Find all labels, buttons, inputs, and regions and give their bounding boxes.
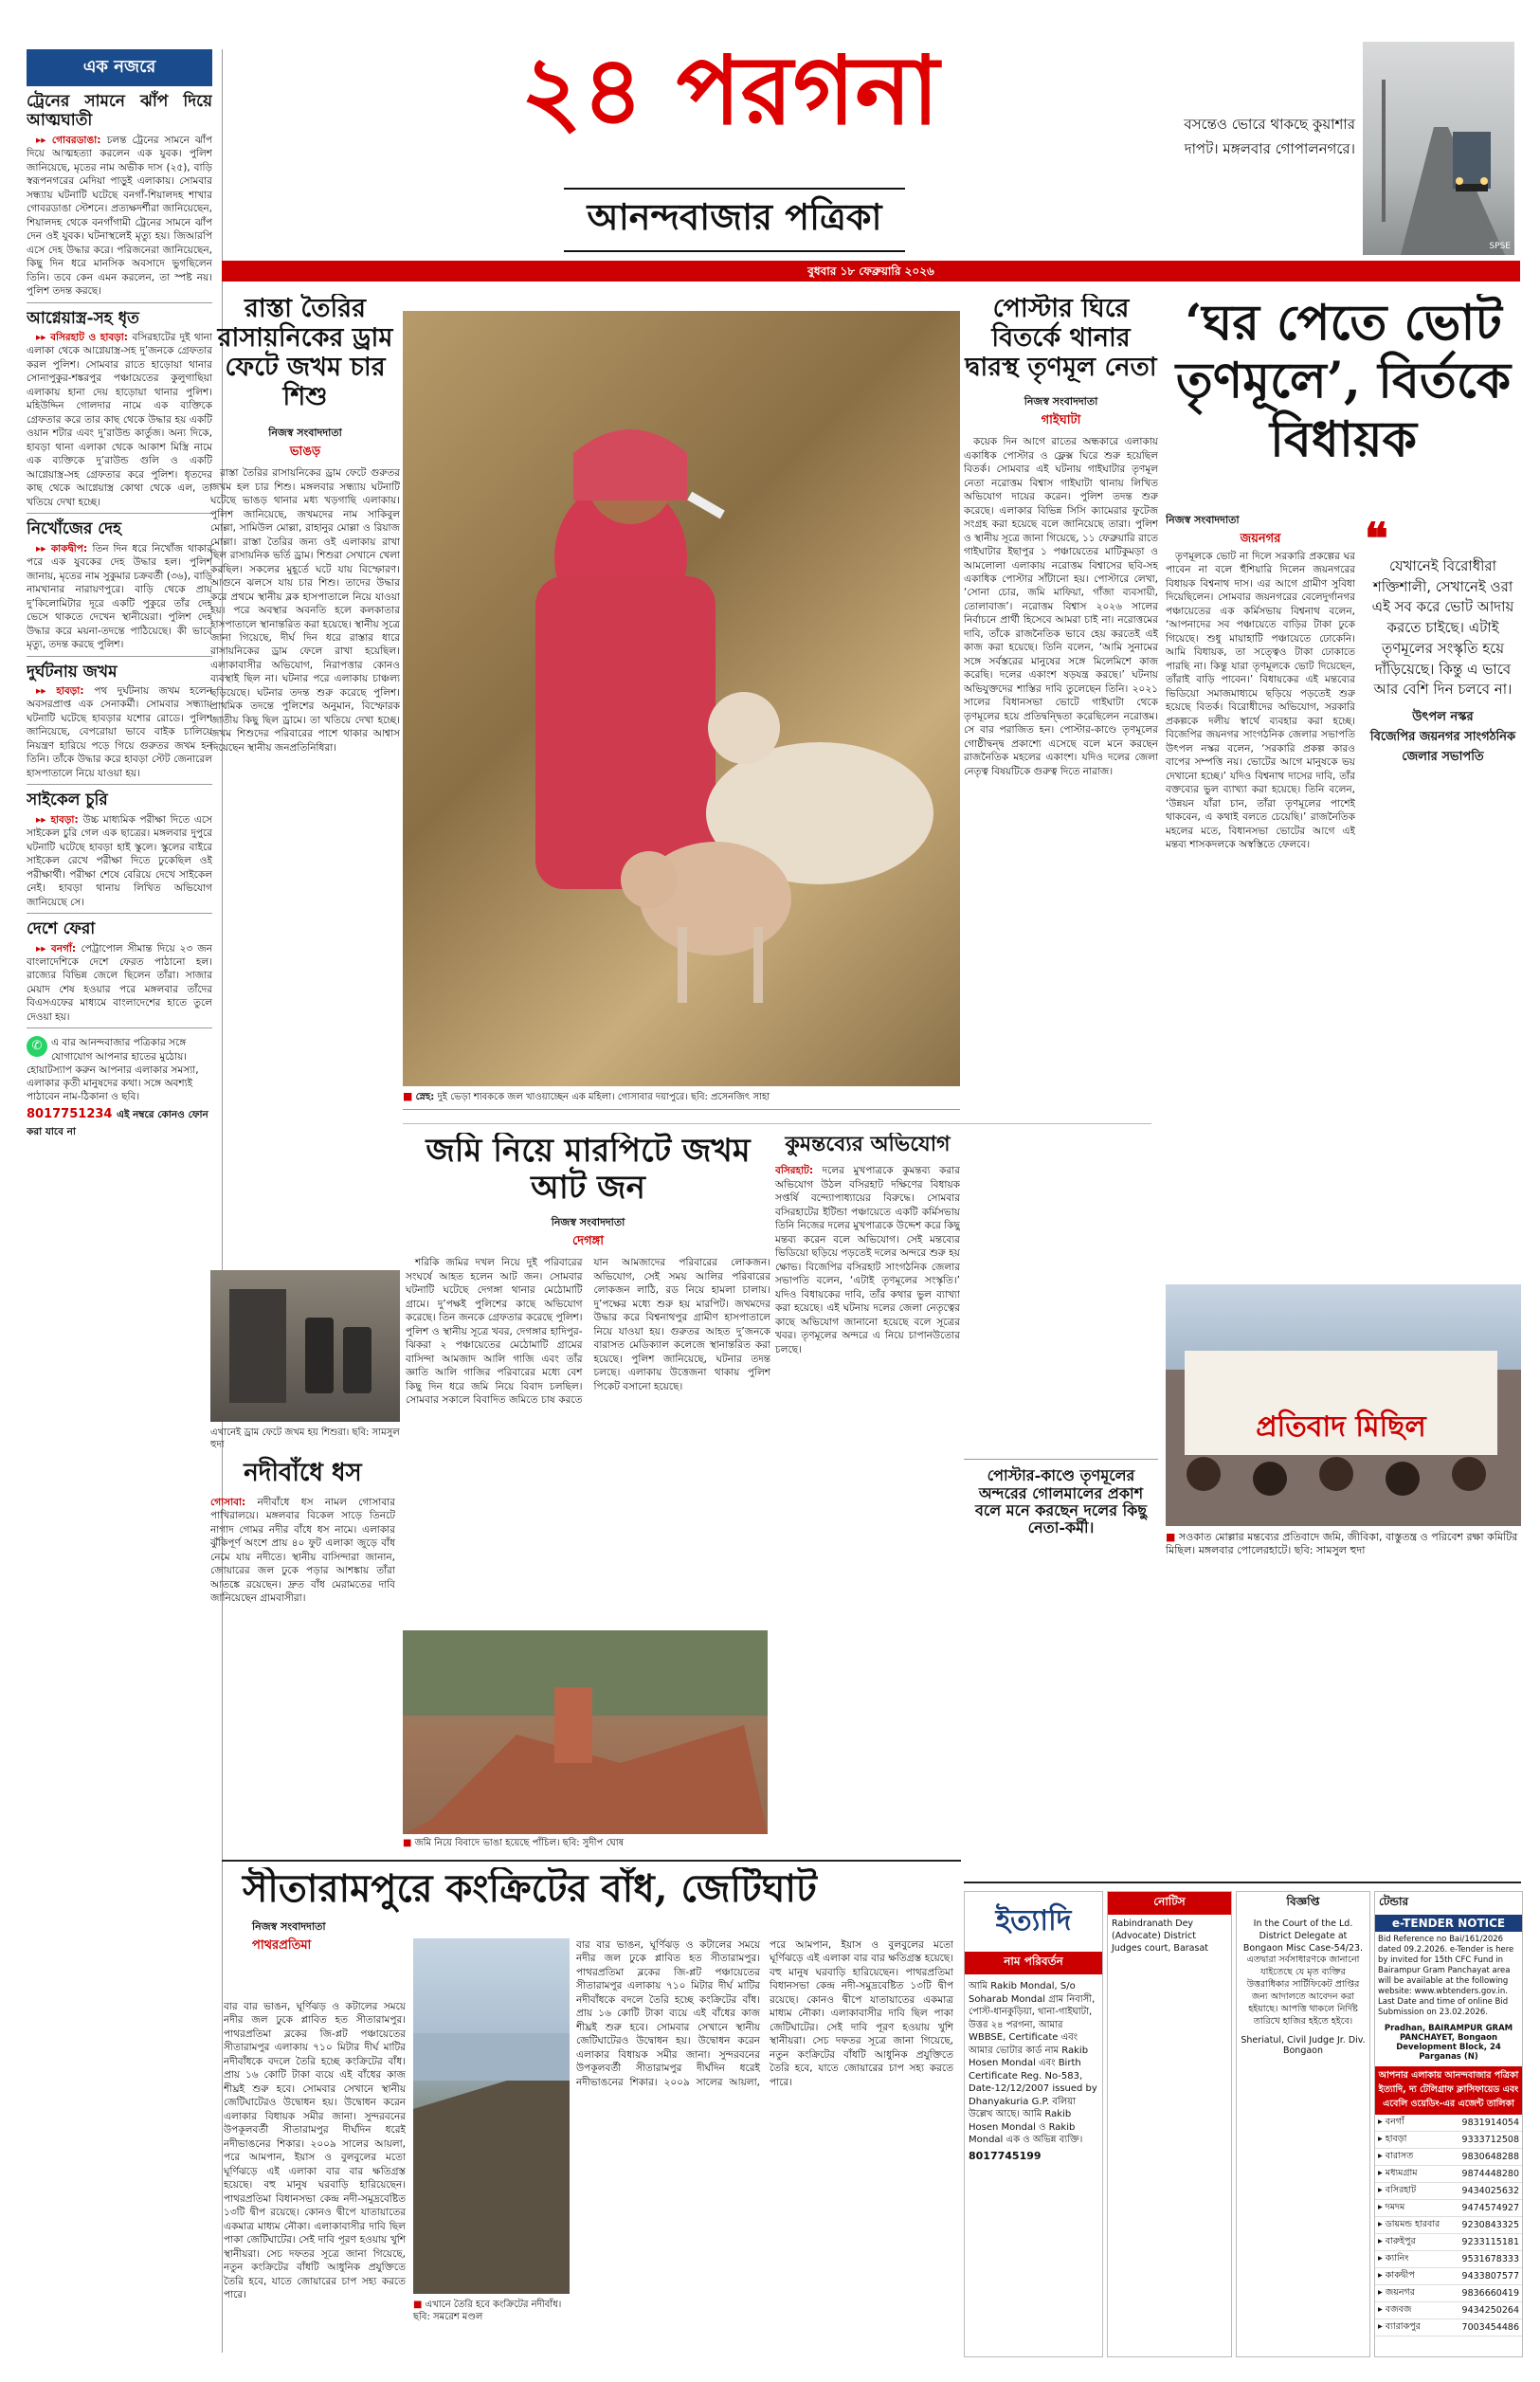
story-jetty-byline: নিজস্ব সংবাদদাতা [252,1920,326,1933]
agent-row [1375,2183,1522,2200]
sidebar-item-heading: দুর্ঘটনায় জখম [27,662,118,682]
riverbank-photo [413,1938,570,2294]
agent-area: ▸ ডায়মন্ড হারবার [1375,2217,1451,2234]
wall-photo-caption-text: জমি নিয়ে বিবাদে ভাঙা হয়েছে পাঁচিল। ছবি: সুদীপ ঘোষ [414,1838,625,1848]
sidebar-item-place: ▸▸ গোবরডাঙা: [36,134,107,146]
agent-area: ▸ বনগাঁ [1375,2115,1451,2132]
story-land-byline: নিজস্ব সংবাদদাতা [551,1216,625,1229]
date-bar [222,261,1520,282]
weather-caption: বসন্তেও ভোরে থাকছে কুয়াশার দাপট। মঙ্গলবার গোপালনগরে। [1184,116,1355,158]
story-drum-headline: রাস্তা তৈরির রাসায়নিকের ড্রাম ফেটে জখম চার শিশু [217,294,393,412]
story-kuman-headline: কুমন্তব্যের অভিযোগ [785,1133,951,1156]
sidebar-items [27,92,212,1028]
sidebar-item-heading: নিখোঁজের দেহ [27,519,122,539]
rally-illustration [1166,1284,1521,1526]
agent-row [1375,2149,1522,2166]
vote-quote-author: উৎপল নস্কর [1412,710,1474,725]
story-poster-pullquote: পোস্টার-কাণ্ডে তৃণমূলের অন্দরের গোলমালের প্রকাশ বলে মনে করছেন দলের কিছু নেতা-কর্মী। [964,1459,1158,1537]
vote-quote-text: যেখানেই বিরোধীরা শক্তিশালী, সেখানেই ওরা এই সব করে ভোট আদায় করতে চাইছে। এটাই তৃণমূলের সংস্কৃতি হয়ে দাঁড়িয়েছে। কিন্তু এ ভাবে আর বেশি দিন চলবে না। [1371,556,1514,699]
agent-phone[interactable]: 9531678333 [1451,2251,1522,2268]
quote-icon: ❝ [1365,521,1388,564]
riverbank-photo-caption-text: এখানে তৈরি হবে কংক্রিটের নদীবাঁধ। ছবি: সমরেশ মণ্ডল [413,2300,562,2322]
name-change-label: নাম পরিবর্তন [965,1952,1102,1974]
agent-row [1375,2285,1522,2302]
agent-phone[interactable]: 9874448280 [1451,2166,1522,2183]
sidebar-item-heading: ট্রেনের সামনে ঝাঁপ দিয়ে আত্মঘাতী [27,92,212,131]
story-drum-byline: নিজস্ব সংবাদদাতা [268,427,342,440]
sidebar-divider [27,302,212,303]
weather-photo [1363,42,1514,255]
broken-wall-illustration [403,1630,768,1834]
agent-row [1375,2302,1522,2319]
story-kuman-text [775,1164,960,1356]
sidebar-divider [27,1027,212,1028]
masthead-subtitle-frame [564,188,905,252]
court-label: বিজ্ঞপ্তি [1286,1895,1320,1908]
agent-row [1375,2251,1522,2268]
tender-label: টেন্ডার [1379,1895,1409,1908]
sidebar-item-heading: সাইকেল চুরি [27,791,108,810]
sidebar-item-text: পেট্রাপোল সীমান্ত দিয়ে ২৩ জন বাংলাদেশিকে দেশে ফেরত পাঠানো হল। রাজ্যের বিভিন্ন জেলে ছিলেন তাঁরা। সাজার মেয়াদ শেষ হওয়ার পরে মঙ্গলবার তাঁদের বিএসএফের মাধ্যমে বাংলাদেশের হাতে তুলে দেওয়া হয়। [27,942,212,1023]
story-poster-byline: নিজস্ব সংবাদদাতা [1024,395,1098,409]
ittadi-column [964,1891,1103,2357]
name-change-text: আমি Rakib Mondal, S/o Soharab Mondal গ্রাম নিবাসী, পোস্ট-ধানকুড়িয়া, থানা-গাইঘাটা, উত্তর ২৪ পরগনা, আমার WBBSE, Certificate এবং আমার ভোটার কার্ড নাম Rakib Hosen Mondal এবং Birth Certificate Reg. No-583, Date-12/12/2007 issued by Dhanyakuria G.P. বলিয়া উল্লেখ আছে। আমি Rakib Hosen Mondal ও Rakib Mondal এক ও অভিন্ন ব্যক্তি। [969,1981,1097,2145]
agent-phone[interactable]: 9230843325 [1451,2217,1522,2234]
sidebar-item-body [27,813,212,909]
tender-text: Bid Reference no Bai/161/2026 dated 09.2.2026. e-Tender is here by invited for 15th CFC Fund in Bairampur Gram Panchayat area will be available at the following website: www.wbtenders.gov.in. Last Date and time of online Bid Submission on 23.02.2026. [1378,1935,1514,2018]
drum-illustration [210,1270,400,1422]
sidebar-item-place: ▸▸ হাবড়া: [36,684,95,697]
court-sign: Sheriatul, Civil Judge Jr. Div. Bongaon [1241,2035,1366,2057]
story-vote-dateline: জয়নগর [1240,532,1281,546]
agent-row [1375,2217,1522,2234]
story-jetty-body-cont: বার বার ভাঙন, ঘূর্ণিঝড় ও কটালের সময়ে নদীর জল ঢুকে প্লাবিত হত সীতারামপুর। পাথরপ্রতিমা ব্লকের জি-প্লট পঞ্চায়েতের সীতারামপুর এলাকায় ৭১০ মিটার দীর্ঘ মাটির নদীবাঁধকে বদলে তৈরি হচ্ছে কংক্রিটের বাঁধ। প্রায় ১৬ কোটি টাকা ব্যয়ে এই বাঁধের কাজ শীঘ্রই শুরু হবে। সোমবার সেখানে স্থানীয় জেটিঘাটেরও উদ্বোধন হয়। উদ্বোধন করেন এলাকার বিধায়ক সমীর জানা। সুন্দরবনের উপকূলবর্তী সীতারামপুর দীর্ঘদিন ধরেই নদীভাঙনের শিকার। ২০০৯ সালের আয়লা, পরে আমপান, ইয়াস ও বুলবুলের মতো ঘূর্ণিঝড়ে এই এলাকা বার বার ক্ষতিগ্রস্ত হয়েছে। বহু মানুষ ঘরবাড়ি হারিয়েছেন। পাথরপ্রতিমা বিধানসভা কেন্দ্র নদী-সমুদ্রবেষ্টিত ১৩টি দ্বীপ রয়েছে। কোনও দ্বীপে যাতায়াতের একমাত্র মাধ্যম নৌকা। এলাকাবাসীর দাবি ছিল পাকা জেটিঘাটের। সেই দাবি পূরণ হওয়ায় খুশি স্থানীয়রা। সেচ দফতর সূত্রে জানা গিয়েছে, নতুন কংক্রিটের বাঁধটি আধুনিক প্রযুক্তিতে তৈরি হবে, যাতে জোয়ারের চাপ সহ্য করতে পারে। [576,1939,953,2088]
issue-date: বুধবার ১৮ ফেব্রুয়ারি ২০২৬ [807,264,934,278]
story-poster-body: কয়েক দিন আগে রাতের অন্ধকারে এলাকায় একাধিক পোস্টার ও ফ্লেক্স ঘিরে শুরু হয়েছিল বিতর্ক। সোমবার এই ঘটনায় গাইঘাটার তৃণমূল নেতা নরোত্তম বিশ্বাস গাইঘাটা থানায় লিখিত অভিযোগ দায়ের করেন। পুলিশ তদন্ত শুরু করেছে। এলাকার বিভিন্ন সিসি ক্যামেরার ফুটেজ সংগ্রহ করা হয়েছে বলে জানিয়েছে তারা। পুলিশ ও স্থানীয় সূত্রে জানা গিয়েছে, ১১ ফেব্রুয়ারি রাতে গাইঘাটার ইছাপুর ১ পঞ্চায়েতের মাটিকুমড়া ও আমলোলা এলাকায় নরোত্তম বিশ্বাসের ছবি-সহ একাধিক পোস্টার সাঁটানো হয়। পোস্টারে লেখা, ‘সোনা চোর, জমি মাফিয়া, গাঁজা ব্যবসায়ী, তোলাবাজ’। নরোত্তম বিশ্বাস ২০২৬ সালের নির্বাচনে প্রার্থী হিসেবে আমরা চাই না। নরোত্তমের দাবি, তাঁকে রাজনৈতিক ভাবে হেয় করতেই এই কাজ করা হয়েছে। তিনি বলেন, ‘আমি সুনামের সঙ্গে সর্বস্তরের মানুষের সঙ্গে মিলেমিশে কাজ করেছি। দলের একাংশ ষড়যন্ত্র করছে।’ ঘটনায় অভিযুক্তদের শাস্তির দাবি তুলেছেন তিনি। ২০২১ সালের বিধানসভা ভোটে গাইঘাটা থেকে তৃণমূলের হয়ে প্রতিদ্বন্দ্বিতা করেছিলেন নরোত্তম। সে বার পরাজিত হন। পোস্টার-কাণ্ডে তৃণমূলের গোষ্ঠীদ্বন্দ্ব প্রকাশ্যে এসেছে বলে মনে করছেন রাজনৈতিক মহলের একাংশ। যদিও দলের জেলা নেতৃত্ব বিষয়টিকে গুরুত্ব দিতে নারাজ। [964,436,1158,777]
agent-phone[interactable]: 9233115181 [1451,2234,1522,2251]
drum-photo [210,1270,400,1422]
wall-photo-caption: ■ জমি নিয়ে বিবাদে ভাঙা হয়েছে পাঁচিল। ছবি: সুদীপ ঘোষ [403,1838,625,1848]
story-vote-text [1166,512,1355,1175]
agent-phone[interactable]: 9434025632 [1451,2183,1522,2200]
story-jetty-headline: সীতারামপুরে কংক্রিটের বাঁধ, জেটিঘাট [243,1867,817,1911]
whatsapp-box [27,1036,212,1139]
notice-text: Rabindranath Dey (Advocate) District Judges court, Barasat [1112,1918,1208,1954]
main-photo-caption: ■ স্নেহ: দুই ভেড়া শাবককে জল খাওয়াচ্ছেন এক মহিলা। গোসাবার দয়াপুরে। ছবি: প্রসেনজিৎ সাহা [403,1090,770,1102]
story-jetty-body-col2 [576,1938,953,2365]
sidebar-item-place: ▸▸ কাকদ্বীপ: [36,542,93,555]
agent-area: ▸ জয়নগর [1375,2285,1451,2302]
story-land-dateline: দেগঙ্গা [571,1234,604,1249]
agent-title: আপনার এলাকায় আনন্দবাজার পত্রিকা ইত্যাদি, দ্য টেলিগ্রাফ ক্লাসিফায়েড এবং এবেলি ওয়েডিং-এর এজেন্ট তালিকা [1375,2066,1522,2115]
story-vote-body: তৃণমূলকে ভোট না দিলে সরকারি প্রকল্পের ঘর পাবেন না বলে হুঁশিয়ারি দিলেন জয়নগরের বিধায়ক বিশ্বনাথ দাস। এর আগে গ্রামীণ সুবিধা দিয়েছিলেন। সোমবার জয়নগরের বেলেদুর্গানগর পঞ্চায়েতের এক কর্মিসভায় বিশ্বনাথ বলেন, ‘আপনাদের সব পঞ্চায়েতে বাড়ির টাকা ঢুকে গিয়েছে। শুধু মায়াহাটি পঞ্চায়েতে ঢোকেনি। আমি বিধায়ক, তা সত্ত্বেও টাকা ঢোকাতে পারছি না। কিন্তু যারা তৃণমূলকে ভোট দিয়েছেন, তাঁরাই বাড়ি পাবেন।’ বিধায়কের এই মন্তব্যের ভিডিয়ো সমাজমাধ্যমে ছড়িয়ে পড়তেই শুরু হয়েছে বিতর্ক। বিরোধীদের অভিযোগ, সরকারি প্রকল্পকে দলীয় স্বার্থে ব্যবহার করা হচ্ছে। বিজেপির জয়নগর সাংগঠনিক জেলার সভাপতি উৎপল নস্কর বলেন, ‘সরকারি প্রকল্প কারও বাপের সম্পত্তি নয়। ভোটের আগে মানুষকে ভয় দেখানো হচ্ছে।’ যদিও বিশ্বনাথ দাসের দাবি, তাঁর বক্তব্যের ভুল ব্যাখ্যা করা হয়েছে। তিনি বলেন, ‘উন্নয়ন যাঁরা চান, তাঁরা তৃণমূলের পাশেই থাকবেন, এ কথাই বলতে চেয়েছি।’ রাজনৈতিক মহলের মতে, বিধানসভা ভোটের আগে এই মন্তব্য শাসকদলকে অস্বস্তিতে ফেলবে। [1166,551,1355,851]
sidebar-item-text: তিন দিন ধরে নিখোঁজ থাকার পরে এক যুবকের দেহ উদ্ধার হল। পুলিশ জানায়, মৃতের নাম সুকুমার চক্রবর্তী (৩৬), বাড়ি নামখানার নারায়ণপুরে। বাড়ি থেকে প্রায় দু’কিলোমিটার দূরে একটি পুকুরে তাঁর দেহ ভেসে থাকতে দেখেন স্থানীয়েরা। পুলিশ দেহ উদ্ধার করে ময়না-তদন্তে পাঠিয়েছে। কী ভাবে মৃত্যু, তদন্ত করছে পুলিশ। [27,542,212,651]
woman-lambs-illustration [403,311,960,1086]
main-photo-caption-text: দুই ভেড়া শাবককে জল খাওয়াচ্ছেন এক মহিলা। গোসাবার দয়াপুরে। ছবি: প্রসেনজিৎ সাহা [437,1092,770,1102]
story-poster [964,294,1158,1886]
sidebar-item-body [27,331,212,509]
court-column [1236,1891,1370,2357]
sidebar-item-body [27,134,212,299]
main-photo [403,311,960,1086]
story-dam-text [210,1496,395,1606]
whatsapp-icon: ✆ [27,1036,47,1057]
story-kuman-place: বসিরহাট: [775,1165,814,1177]
agent-area: ▸ বারাসত [1375,2149,1451,2166]
agent-phone[interactable]: 9333712508 [1451,2132,1522,2149]
agent-phone[interactable]: 9831914054 [1451,2115,1522,2132]
agent-area: ▸ ক্যানিং [1375,2251,1451,2268]
agent-phone[interactable]: 7003454486 [1451,2319,1522,2337]
contact-suffix: এই নম্বরে কোনও ফোন করা যাবে না [27,1109,208,1137]
notice-column [1107,1891,1232,2357]
story-jetty-body-col1 [224,2000,406,2370]
main-photo-caption-label: স্নেহ: [415,1092,435,1102]
agent-row [1375,2234,1522,2251]
agent-row [1375,2268,1522,2285]
tender-column [1374,1891,1523,2357]
agent-phone[interactable]: 9836660419 [1451,2285,1522,2302]
sidebar-item-place: ▸▸ বনগাঁ: [36,942,82,955]
story-dam-body: নদীবাঁধে ধস নামল গোসাবার পাখিরালয়ে। মঙ্গলবার বিকেল সাড়ে তিনটে নাগাদ গোমর নদীর বাঁধে ধস নামে। এলাকার ঝুঁকিপূর্ণ অংশে প্রায় ৪০ ফুট এলাকা জুড়ে বাঁধ নেমে যায় নদীতে। স্থানীয় বাসিন্দারা জানান, জোয়ারের জল ঢুকে পড়ার আশঙ্কায় তাঁরা আতঙ্কে রয়েছেন। দ্রুত বাঁধ মেরামতের দাবি জানিয়েছেন গ্রামবাসীরা। [210,1496,395,1605]
agent-row [1375,2200,1522,2217]
story-land-body: শরিকি জমির দখল নিয়ে দুই পরিবারের সংঘর্ষে আহত হলেন আট জন। সোমবার ঘটনাটি ঘটেছে দেগঙ্গা থানার মেঠোমাটি গ্রামে। দু’পক্ষই পুলিশের কাছে অভিযোগ করেছে। তিন জনকে গ্রেফতার করেছে পুলিশ। পুলিশ ও স্থানীয় সূত্রে খবর, দেগঙ্গার হাদিপুর-ঝিকরা ২ পঞ্চায়েতের মেঠোমাটি গ্রামের বাসিন্দা আমজাদ আলি গাজি এবং তাঁর জ্ঞাতি আলি গাজির পরিবারের মধ্যে বেশ কিছু দিন ধরে জমি নিয়ে বিবাদ চলছিল। সোমবার সকালে বিবাদিত জমিতে চাষ করতে যান আমজাদের পরিবারের লোকজন। অভিযোগ, সেই সময় আলির পরিবারের লোকজন লাঠি, রড নিয়ে হামলা চালায়। দু’পক্ষের মধ্যে শুরু হয় মারপিট। জখমদের উদ্ধার করে বিশ্বনাথপুর গ্রামীণ হাসপাতালে নিয়ে যাওয়া হয়। গুরুতর আহত দু’জনকে বারাসত মেডিক্যাল কলেজে স্থানান্তরিত করা হয়েছে। পুলিশ জানিয়েছে, ঘটনার তদন্ত চলছে। এলাকায় উত্তেজনা থাকায় পুলিশ পিকেট বসানো হয়েছে। [406,1257,770,1407]
sidebar-item-text: বসিরহাটের দুই থানা এলাকা থেকে আগ্নেয়াস্ত্র-সহ দু’জনকে গ্রেফতার করল পুলিশ। সোমবার রাতে হাড়োয়া থানার সোনাপুকুর-শঙ্করপুর পঞ্চায়েতের কুলুগাছিয়া এলাকায় হানা দেয় হাড়োয়া থানার পুলিশ। মহিউদ্দিন গোলদার নামে এক ব্যক্তিকে গ্রেফতার করে তার কাছ থেকে উদ্ধার হয় একটি ওয়ান শটার এবং দু’রাউন্ড কার্তুজ। অন্য দিকে, হাবড়া থানা এলাকা থেকে আকাশ মিস্ত্রি নামে এক ব্যক্তিকে দু’রাউন্ড গুলি ও একটি আগ্নেয়াস্ত্র-সহ গ্রেফতার করে পুলিশ। ধৃতদের কাছ থেকে আগ্নেয়াস্ত্র কোথা থেকে এল, তা খতিয়ে দেখা হচ্ছে। [27,331,212,508]
ittadi-title: ইত্যাদি [995,1904,1072,1937]
story-drum-body: রাস্তা তৈরির রাসায়নিকের ড্রাম ফেটে গুরুতর জখম হল চার শিশু। মঙ্গলবার সন্ধ্যায় ঘটনাটি ঘটেছে ভাঙড় থানার মধ্য খড়গাছি এলাকায়। পুলিশ জানিয়েছে, জখমদের নাম সাকিবুল মোল্লা, সামিউল মোল্লা, রাহানুর মোল্লা ও রিয়াজ মোল্লা। রাস্তা তৈরির জন্য ওই এলাকায় রাখা ছিল রাসায়নিক ভর্তি ড্রাম। শিশুরা সেখানে খেলা করছিল। সকলের মুহূর্তে ঘটে যায় বিস্ফোরণ। আগুনে ঝলসে যায় চার শিশু। তাদের উদ্ধার করে প্রথমে স্থানীয় ব্লক হাসপাতালে নিয়ে যাওয়া হয়। পরে অবস্থার অবনতি হলে কলকাতার হাসপাতালে স্থানান্তরিত করা হয়েছে। স্থানীয় সূত্রে জানা গিয়েছে, দীর্ঘ দিন ধরে রাস্তার ধারে রাসায়নিকের ড্রাম ফেলে রাখা হয়েছিল। এলাকাবাসীর অভিযোগ, নিরাপত্তার কোনও ব্যবস্থাই ছিল না। ঘটনার পরে এলাকায় চাঞ্চল্য ছড়িয়েছে। ঘটনার তদন্ত শুরু করেছে পুলিশ। প্রাথমিক তদন্তে পুলিশের অনুমান, বিস্ফোরক জাতীয় কিছু ছিল ড্রামে। তা খতিয়ে দেখা হচ্ছে। জখম শিশুদের পরিবারের পাশে থাকার আশ্বাস দিয়েছেন স্থানীয় জনপ্রতিনিধিরা। [210,467,400,754]
sidebar-item-body [27,684,212,780]
masthead-title: ২৪ পরগনা [520,34,939,146]
vote-quote-role: বিজেপির জয়নগর সাংগঠনিক জেলার সভাপতি [1369,730,1516,765]
story-jetty-dateline: পাথরপ্রতিমা [252,1938,312,1953]
sidebar-item-heading: দেশে ফেরা [27,919,96,939]
sidebar-divider [27,784,212,785]
story-kuman-body: দলের মুখপাত্রকে কুমন্তব্য করার অভিযোগ উঠল বসিরহাট দক্ষিণের বিধায়ক সপ্তর্ষি বন্দ্যোপাধ্যায়ের বিরুদ্ধে। সোমবার বসিরহাটের ইটিন্ডা পঞ্চায়েতে একটি কর্মিসভায় তিনি নিজের দলের মুখপাত্রকে উদ্দেশ করে কিছু মন্তব্য করেন বলে অভিযোগ। সেই মন্তব্যের ভিডিয়ো ছড়িয়ে পড়তেই দলের অন্দরে শুরু হয় ক্ষোভ। বিজেপির বসিরহাট সাংগঠনিক জেলার সভাপতি বলেন, ‘এটাই তৃণমূলের সংস্কৃতি।’ যদিও বিধায়কের দাবি, তাঁর কথার ভুল ব্যাখ্যা করা হয়েছে। এই ঘটনায় দলের জেলা নেতৃত্বের কাছে অভিযোগ জানানো হয়েছে বলে সূত্রের খবর। তৃণমূলের অন্দরে এ নিয়ে চাপানউতোর চলছে। [775,1165,960,1355]
rally-photo-caption: ■ সওকাত মোল্লার মন্তব্যের প্রতিবাদে জমি, জীবিকা, বাস্তুতন্ত্র ও পরিবেশ রক্ষা কমিটির মিছিল। মঙ্গলবার পোলেরহাটে। ছবি: সামসুল হুদা [1166,1531,1518,1557]
sidebar-title: এক নজরে [27,49,212,86]
agent-phone[interactable]: 9830648288 [1451,2149,1522,2166]
sidebar-divider [27,513,212,514]
story-jetty-body: বার বার ভাঙন, ঘূর্ণিঝড় ও কটালের সময়ে নদীর জল ঢুকে প্লাবিত হত সীতারামপুর। পাথরপ্রতিমা ব্লকের জি-প্লট পঞ্চায়েতের সীতারামপুর এলাকায় ৭১০ মিটার দীর্ঘ মাটির নদীবাঁধকে বদলে তৈরি হচ্ছে কংক্রিটের বাঁধ। প্রায় ১৬ কোটি টাকা ব্যয়ে এই বাঁধের কাজ শীঘ্রই শুরু হবে। সোমবার সেখানে স্থানীয় জেটিঘাটেরও উদ্বোধন হয়। উদ্বোধন করেন এলাকার বিধায়ক সমীর জানা। সুন্দরবনের উপকূলবর্তী সীতারামপুর দীর্ঘদিন ধরেই নদীভাঙনের শিকার। ২০০৯ সালের আয়লা, পরে আমপান, ইয়াস ও বুলবুলের মতো ঘূর্ণিঝড়ে এই এলাকা বার বার ক্ষতিগ্রস্ত হয়েছে। বহু মানুষ ঘরবাড়ি হারিয়েছেন। পাথরপ্রতিমা বিধানসভা কেন্দ্র নদী-সমুদ্রবেষ্টিত ১৩টি দ্বীপ রয়েছে। কোনও দ্বীপে যাতায়াতের একমাত্র মাধ্যম নৌকা। এলাকাবাসীর দাবি ছিল পাকা জেটিঘাটের। সেই দাবি পূরণ হওয়ায় খুশি স্থানীয়রা। সেচ দফতর সূত্রে জানা গিয়েছে, নতুন কংক্রিটের বাঁধটি আধুনিক প্রযুক্তিতে তৈরি হবে, যাতে জোয়ারের চাপ সহ্য করতে পারে। [224,2001,406,2301]
drum-photo-caption: এখানেই ড্রাম ফেটে জখম হয় শিশুরা। ছবি: সামসুল হুদা [210,1427,400,1450]
sidebar-divider [27,656,212,657]
name-change-phone[interactable]: 8017745199 [969,2149,1042,2162]
wall-photo [403,1630,768,1834]
agent-area: ▸ ব্যারাকপুর [1375,2319,1451,2337]
story-poster-headline: পোস্টার ঘিরে বিতর্কে থানার দ্বারস্থ তৃণমূল নেতা [965,294,1157,383]
masthead-subtitle: আনন্দবাজার পত্রিকা [587,195,882,238]
rally-banner-text: প্রতিবাদ মিছিল [1256,1410,1426,1444]
story-drum [210,294,400,1261]
agent-area: ▸ বারুইপুর [1375,2234,1451,2251]
story-poster-dateline: গাইঘাটা [1041,413,1081,428]
tender-title: e-TENDER NOTICE [1375,1915,1522,1932]
sidebar-item-place: ▸▸ বসিরহাট ও হাবড়া: [36,331,133,343]
riverbank-illustration [413,1938,570,2294]
agent-area: ▸ হাবড়া [1375,2132,1451,2149]
agent-area: ▸ কাকদ্বীপ [1375,2268,1451,2285]
sidebar [27,49,212,2353]
vote-quote-box [1365,521,1521,1137]
story-land [406,1133,770,1626]
story-kuman [775,1133,960,1664]
court-text: In the Court of the Ld. District Delegate at Bongaon Misc Case-54/23. এতদ্বারা সর্বসাধারণকে জানানো যাইতেছে যে মৃত ব্যক্তির উত্তরাধিকার সার্টিফিকেট প্রাপ্তির জন্য আদালতে আবেদন করা হইয়াছে। আপত্তি থাকলে নির্দিষ্ট তারিখে হাজির হইতে হইবে। [1242,1918,1364,2027]
agent-row [1375,2115,1522,2132]
contact-number[interactable]: 8017751234 [27,1107,113,1122]
story-land-headline: জমি নিয়ে মারপিটে জখম আট জন [426,1133,751,1208]
agent-row [1375,2132,1522,2149]
weather-photo-credit: SPSE [1489,242,1511,251]
rally-photo-caption-text: সওকাত মোল্লার মন্তব্যের প্রতিবাদে জমি, জীবিকা, বাস্তুতন্ত্র ও পরিবেশ রক্ষা কমিটির মিছিল। মঙ্গলবার পোলেরহাটে। ছবি: সামসুল হুদা [1166,1531,1518,1557]
sidebar-item-text: পথ দুর্ঘটনায় জখম হলেন অবসরপ্রাপ্ত এক সেনাকর্মী। সোমবার সন্ধ্যায় ঘটনাটি ঘটেছে হাবড়ার যশোর রোডে। পুলিশ জানিয়েছে, বেপরোয়া ভাবে বাইক চালিয়ে নিয়ন্ত্রণ হারিয়ে পড়ে গিয়ে গুরুতর জখম হন তিনি। তাঁকে উদ্ধার করে হাবড়া স্টেট জেনারেল হাসপাতালে নিয়ে যাওয়া হয়। [27,684,212,779]
agent-area: ▸ বসিরহাট [1375,2183,1451,2200]
sidebar-item-body [27,542,212,652]
story-drum-dateline: ভাঙড় [289,445,321,460]
contact-text: এ বার আনন্দবাজার পত্রিকার সঙ্গে যোগাযোগ আপনার হাতের মুঠোয়। হোয়াটস্যাপ করুন আপনার এলাকার সমস্যা, এলাকার কৃতী মানুষদের কথা। সঙ্গে অবশ্যই পাঠাবেন নাম-ঠিকানা ও ছবি। [27,1037,199,1103]
story-dam-headline: নদীবাঁধে ধস [244,1459,362,1487]
sidebar-item-text: চলন্ত ট্রেনের সামনে ঝাঁপ দিয়ে আত্মহত্যা করলেন এক যুবক। পুলিশ জানিয়েছে, মৃতের নাম অভীক দাস (২৫), বাড়ি স্বরূপনগরের মেদিয়া পাড়ুই এলাকায়। সোমবার সন্ধ্যায় ঘটনাটি ঘটেছে বনগাঁ-শিয়ালদহ শাখার গোবরডাঙা স্টেশনে। প্রত্যক্ষদর্শীরা জানিয়েছেন, শিয়ালদহ থেকে বনগাঁগামী ট্রেনের সামনে ঝাঁপ দেন ওই যুবক। ঘটনাস্থলেই মৃত্যু হয়। জিআরপি এসে দেহ উদ্ধার করে। পরিজনেরা জানিয়েছেন, কিছু দিন ধরে মানসিক অবসাদে ভুগছিলেন তিনি। তবে কেন এমন করলেন, তা স্পষ্ট নয়। পুলিশ তদন্ত করছে। [27,134,212,298]
sidebar-item-heading: আগ্নেয়াস্ত্র-সহ ধৃত [27,308,139,328]
tender-sign: Pradhan, BAIRAMPUR GRAM PANCHAYET, Bongaon Development Block, 24 Parganas (N) [1384,2024,1513,2063]
agent-area: ▸ বজবজ [1375,2302,1451,2319]
sidebar-divider [27,913,212,914]
sidebar-item-text: উচ্চ মাধ্যমিক পরীক্ষা দিতে এসে সাইকেল চুরি গেল এক ছাত্রের। মঙ্গলবার দুপুরে ঘটনাটি ঘটেছে হাবড়া হাই স্কুলে। স্কুলের বাইরে সাইকেল রেখে পরীক্ষা দিতে ঢুকেছিল ওই পরীক্ষার্থী। পরীক্ষা শেষে বেরিয়ে দেখে সাইকেল নেই। হাবড়া থানায় লিখিত অভিযোগ জানিয়েছে সে। [27,813,212,908]
sidebar-item-body [27,942,212,1025]
story-vote-headline: ‘ঘর পেতে ভোট তৃণমূলে’, বির্তকে বিধায়ক [1175,294,1512,468]
agent-row [1375,2166,1522,2183]
fog-road-illustration [1363,42,1514,255]
agent-phone[interactable]: 9433807577 [1451,2268,1522,2285]
agent-table [1375,2115,1522,2337]
story-dam [210,1441,395,1886]
story-vote-byline: নিজস্ব সংবাদদাতা [1166,514,1240,526]
rally-photo [1166,1284,1521,1526]
agent-area: ▸ মধ্যমগ্রাম [1375,2166,1451,2183]
agent-area: ▸ দমদম [1375,2200,1451,2217]
sidebar-item-place: ▸▸ হাবড়া: [36,813,83,826]
story-dam-place: গোসাবা: [210,1496,246,1508]
notice-label: নোটিস [1108,1892,1231,1915]
agent-phone[interactable]: 9474574927 [1451,2200,1522,2217]
agent-phone[interactable]: 9434250264 [1451,2302,1522,2319]
agent-row [1375,2319,1522,2337]
riverbank-photo-caption: ■ এখানে তৈরি হবে কংক্রিটের নদীবাঁধ। ছবি: সমরেশ মণ্ডল [413,2300,562,2322]
